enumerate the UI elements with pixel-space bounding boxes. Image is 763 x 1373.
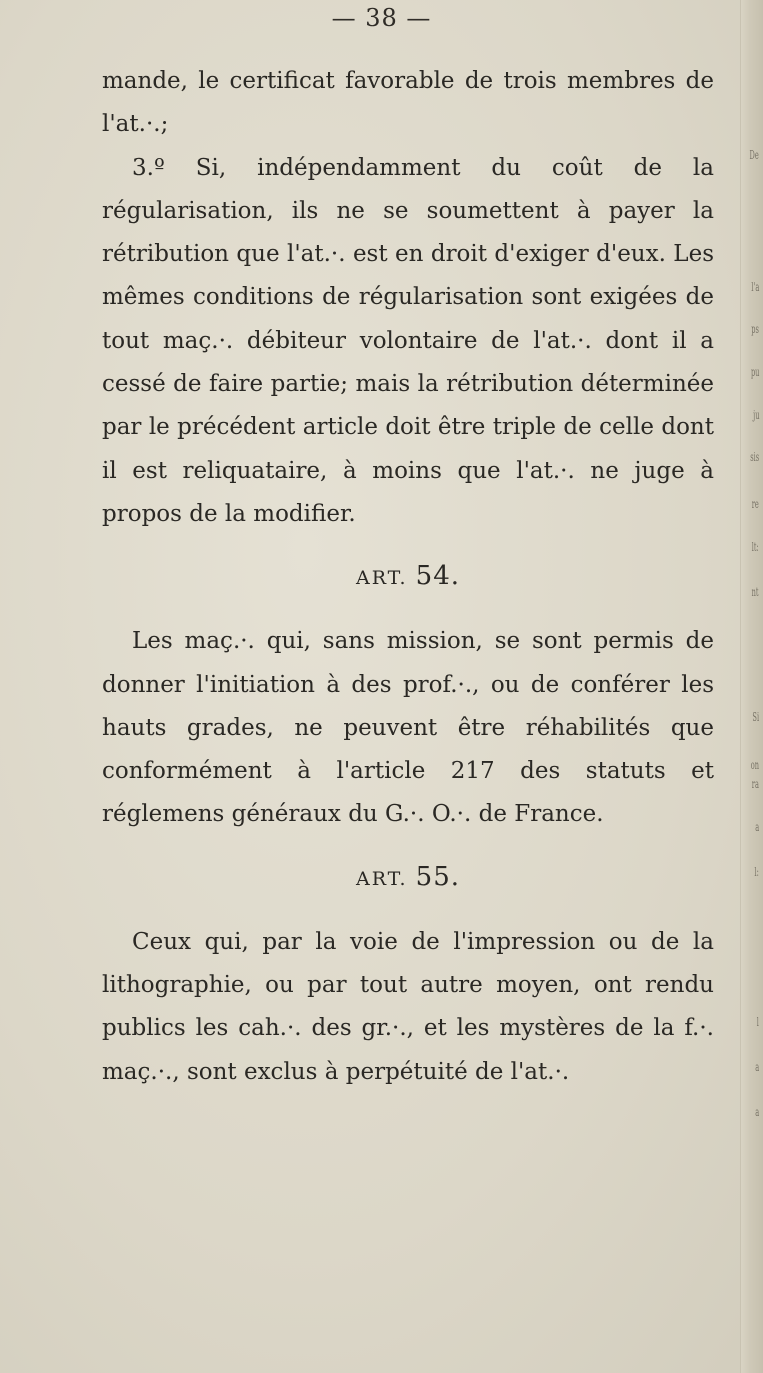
edge-fragment: ju bbox=[752, 408, 759, 422]
edge-fragment: ps bbox=[751, 322, 759, 336]
adjacent-page-edge bbox=[740, 0, 763, 1373]
edge-fragment: lt: bbox=[752, 540, 759, 554]
edge-fragment: l: bbox=[754, 865, 759, 879]
page-number: — 38 — bbox=[331, 4, 432, 32]
edge-fragment: sis bbox=[750, 450, 759, 464]
article-label: ART. bbox=[355, 567, 408, 590]
edge-fragment: a bbox=[755, 1060, 759, 1074]
edge-fragment: re bbox=[751, 497, 759, 511]
edge-fragment: ra bbox=[751, 777, 759, 791]
edge-fragment: a bbox=[755, 1105, 759, 1119]
edge-fragment: nt bbox=[752, 585, 759, 599]
edge-fragment: on bbox=[750, 758, 759, 772]
paragraph-condition-3: 3.º Si, indépendamment du coût de la régularisation, ils ne se soumettent à payer la rétribution que l'at.·. est en droit d'exiger d'eux. Les mêmes conditions de régularisation sont exigées de tout maç.·. débiteur volontaire de l'at.·. dont il a cessé de faire partie; mais la rétribution déterminée par le précédent article doit être triple de celle dont il est reliquataire, à moins que l'at.·. ne juge à propos de la modifier. bbox=[102, 154, 714, 527]
edge-fragment: l bbox=[756, 1015, 759, 1029]
article-heading-54 bbox=[102, 554, 714, 598]
edge-fragment: a bbox=[755, 820, 759, 834]
paragraph-article-54: Les maç.·. qui, sans mission, se sont permis de donner l'initiation à des prof.·., ou de conférer les hauts grades, ne peuvent être réhabilités que conformément à l'article 217 des statuts et réglemens généraux du G.·. O.·. de France. bbox=[102, 628, 714, 828]
page-body bbox=[102, 60, 714, 1094]
paragraph-article-55: Ceux qui, par la voie de l'impression ou de la lithographie, ou par tout autre moyen, ont rendu publics les cah.·. des gr.·., et les mystères de la f.·. maç.·., sont exclus à perpétuité de l'at.·. bbox=[102, 928, 714, 1085]
edge-fragment: De bbox=[749, 148, 759, 162]
edge-fragment: l'a bbox=[751, 280, 759, 294]
edge-fragment: Si bbox=[752, 710, 759, 724]
article-number: 55. bbox=[415, 861, 461, 892]
edge-fragment: pu bbox=[750, 365, 759, 379]
article-heading-55 bbox=[102, 855, 714, 899]
article-label: ART. bbox=[355, 867, 408, 890]
article-number: 54. bbox=[415, 561, 461, 592]
paragraph-continuation: mande, le certificat favorable de trois membres de l'at.·.; bbox=[102, 68, 714, 138]
